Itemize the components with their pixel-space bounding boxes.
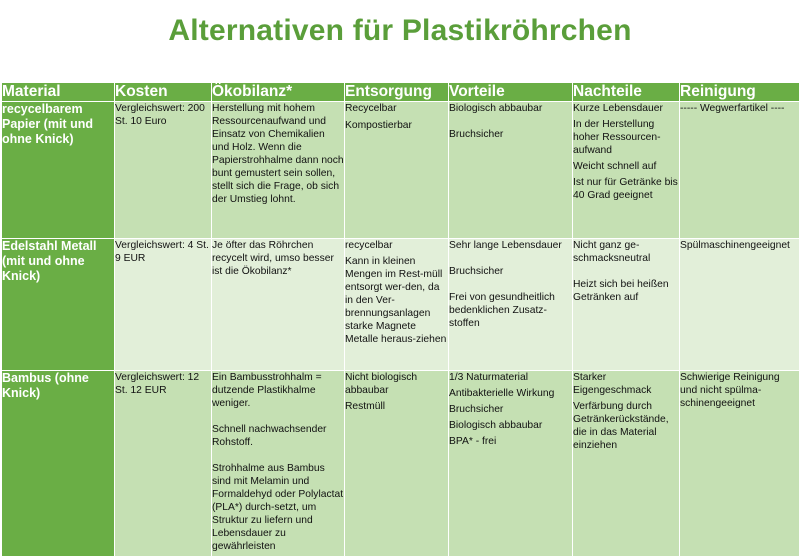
row-kosten: Vergleichswert: 4 St. 9 EUR bbox=[115, 239, 212, 371]
row-material: Edelstahl Metall (mit und ohne Knick) bbox=[2, 239, 115, 371]
cell-text: Starker Eigengeschmack bbox=[573, 372, 652, 396]
cell-text: Bruchsicher bbox=[449, 266, 504, 277]
header-vorteile: Vorteile bbox=[449, 83, 573, 102]
header-reinigung: Reinigung bbox=[680, 83, 800, 102]
cell-text: Strohhalme aus Bambus sind mit Melamin und Formaldehyd oder Polylactat (PLA*) durch-setzt, um Struktur zu liefern und Lebensdauer zu gewährleisten bbox=[212, 463, 344, 552]
row-material: Bambus (ohne Knick) bbox=[2, 371, 115, 557]
cell-text: Kompostierbar bbox=[345, 120, 412, 131]
row-nachteile bbox=[573, 371, 680, 557]
row-entsorgung bbox=[345, 102, 449, 239]
row-oekobilanz bbox=[212, 102, 345, 239]
row-kosten: Vergleichswert: 12 St. 12 EUR bbox=[115, 371, 212, 557]
header-entsorgung: Entsorgung bbox=[345, 83, 449, 102]
row-nachteile bbox=[573, 239, 680, 371]
cell-text: Sehr lange Lebensdauer bbox=[449, 240, 562, 251]
cell-text: Kurze Lebensdauer bbox=[573, 103, 663, 114]
header-kosten: Kosten bbox=[115, 83, 212, 102]
row-entsorgung bbox=[345, 239, 449, 371]
cell-text: Bruchsicher bbox=[449, 404, 504, 415]
page-title: Alternativen für Plastikröhrchen bbox=[168, 14, 632, 47]
row-vorteile bbox=[449, 371, 573, 557]
row-reinigung: Schwierige Reinigung und nicht spülma-schinengeeignet bbox=[680, 371, 800, 557]
row-vorteile bbox=[449, 239, 573, 371]
table-row bbox=[2, 239, 800, 371]
cell-text: Bruchsicher bbox=[449, 129, 504, 140]
cell-text: Weicht schnell auf bbox=[573, 161, 657, 172]
row-oekobilanz bbox=[212, 371, 345, 557]
cell-text: Frei von gesundheitlich bedenklichen Zusatz-stoffen bbox=[449, 292, 555, 329]
row-reinigung: Spülmaschinengeeignet bbox=[680, 239, 800, 371]
cell-text: Heizt sich bei heißen Getränken auf bbox=[573, 279, 669, 303]
cell-text: recycelbar bbox=[345, 240, 393, 251]
cell-text: BPA* - frei bbox=[449, 436, 497, 447]
cell-text: Restmüll bbox=[345, 401, 386, 412]
cell-text: Ist nur für Getränke bis 40 Grad geeignet bbox=[573, 177, 678, 201]
cell-text: Antibakterielle Wirkung bbox=[449, 388, 555, 399]
row-reinigung: ----- Wegwerfartikel ---- bbox=[680, 102, 800, 239]
cell-text: Herstellung mit hohem Ressourcenaufwand und Einsatz von Chemikalien und Holz. Wenn die Papierstrohhalme dann noch bunt gemustert sein sollen, stellt sich die Frage, ob sich der Umstieg lohnt. bbox=[212, 103, 344, 205]
row-nachteile bbox=[573, 102, 680, 239]
comparison-table bbox=[1, 82, 800, 557]
header-nachteile: Nachteile bbox=[573, 83, 680, 102]
header-material: Material bbox=[2, 83, 115, 102]
cell-text: Nicht ganz ge-schmacksneutral bbox=[573, 240, 651, 264]
cell-text: Kann in kleinen Mengen im Rest-müll entsorgt wer-den, da in den Ver-brennungsanlagen starke Magnete Metalle heraus-ziehen bbox=[345, 256, 447, 345]
row-oekobilanz bbox=[212, 239, 345, 371]
cell-text: Schnell nachwachsender Rohstoff. bbox=[212, 424, 327, 448]
cell-text: Ein Bambusstrohhalm = dutzende Plastikhalme weniger. bbox=[212, 372, 322, 409]
row-material: recycelbarem Papier (mit und ohne Knick) bbox=[2, 102, 115, 239]
cell-text: In der Herstellung hoher Ressourcen-aufwand bbox=[573, 119, 661, 156]
cell-text: 1/3 Naturmaterial bbox=[449, 372, 528, 383]
cell-text: Je öfter das Röhrchen recycelt wird, umso besser ist die Ökobilanz* bbox=[212, 240, 334, 277]
cell-text: Nicht biologisch abbaubar bbox=[345, 372, 418, 396]
cell-text: Biologisch abbaubar bbox=[449, 420, 543, 431]
row-vorteile bbox=[449, 102, 573, 239]
cell-text: Recycelbar bbox=[345, 103, 397, 114]
cell-text: Verfärbung durch Getränkerückstände, die in das Material einziehen bbox=[573, 401, 669, 451]
table-row bbox=[2, 102, 800, 239]
header-row bbox=[2, 83, 800, 102]
cell-text: Biologisch abbaubar bbox=[449, 103, 543, 114]
table-row bbox=[2, 371, 800, 557]
row-entsorgung bbox=[345, 371, 449, 557]
header-oekobilanz: Ökobilanz* bbox=[212, 83, 345, 102]
row-kosten: Vergleichswert: 200 St. 10 Euro bbox=[115, 102, 212, 239]
